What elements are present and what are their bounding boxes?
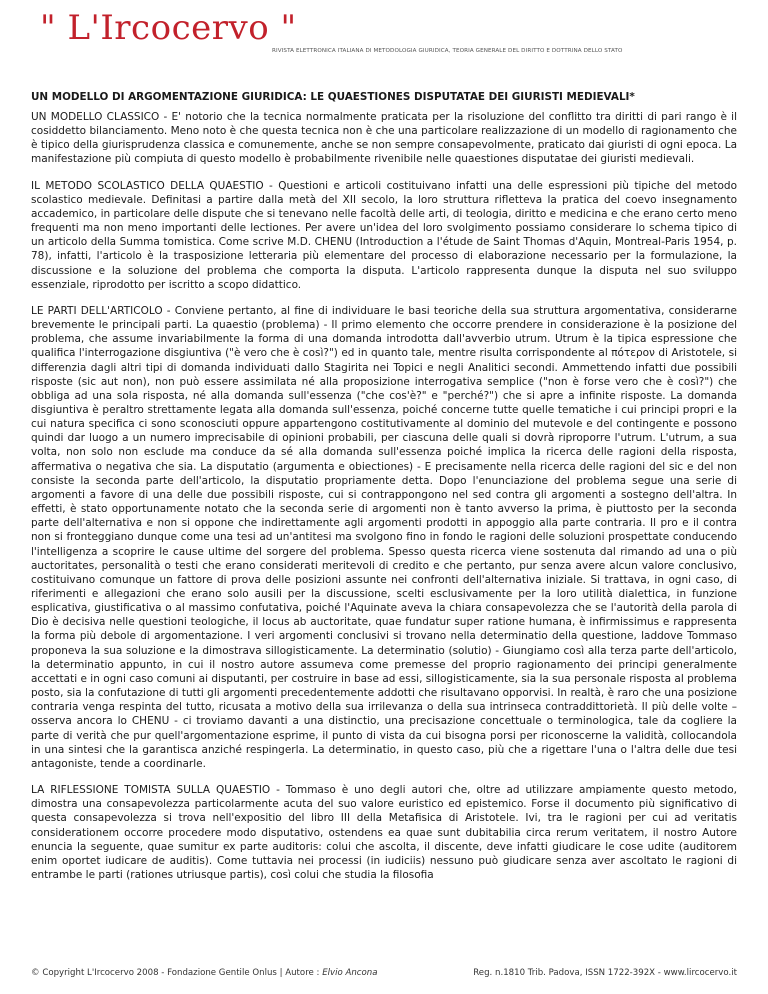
paragraph-metodo-scolastico: IL METODO SCOLASTICO DELLA QUAESTIO - Questioni e articoli costituivano infatti una delle espressioni più tipiche del metodo scolastico medievale. Definitasi a partire dalla metà del XII secolo, la loro struttura rifletteva la pratica del coevo insegnamento accademico, in particolare delle dispute che si tenevano nelle facoltà delle arti, di teologia, diritto e medicina e che erano certo meno frequenti ma non meno importanti delle lectiones. Per avere un'idea del loro svolgimento possiamo considerare lo schema tipico di un articolo della Summa tomistica. Come scrive M.D. CHENU (Introduction a l'étude de Saint Thomas d'Aquin, Montreal-Paris 1954, p. 78), infatti, l'articolo è la trasposizione letteraria più elementare del processo di elaborazione necessario per la formulazione, la discussione e la soluzione del problema che comporta la disputa. L'articolo rappresenta dunque la disputa nel suo sviluppo essenziale, riprodotto per iscritto a scopo didattico.: [31, 179, 737, 291]
copyright-text: © Copyright L'Ircocervo 2008 - Fondazione Gentile Onlus | Autore :: [31, 968, 323, 978]
paragraph-riflessione-tomista: LA RIFLESSIONE TOMISTA SULLA QUAESTIO - Tommaso è uno degli autori che, oltre ad utilizzare ampiamente questo metodo, dimostra una consapevolezza particolarmente acuta del suo valore euristico ed epistemico. Forse il documento più significativo di questa consapevolezza si trova nell'expositio del libro III della Metafisica di Aristotele. Ivi, tra le ragioni per cui ad veritatis considerationem occorre procedere modo disputativo, ostendens ea quae sunt dubitabilia circa rerum veritatem, il nostro Autore enuncia la seguente, quae sumitur ex parte auditoris: colui che ascolta, il discente, deve infatti giudicare le cose udite (auditorem enim oportet iudicare de auditis). Come tuttavia nei processi (in iudiciis) nessuno può giudicare senza aver ascoltato le ragioni di entrambe le parti (rationes utriusque partis), così colui che studia la filosofia: [31, 784, 737, 881]
paragraph-modello-classico: UN MODELLO CLASSICO - E' notorio che la tecnica normalmente praticata per la risoluzione del conflitto tra diritti di pari rango è il cosiddetto bilanciamento. Meno noto è che questa tecnica non è che una particolare realizzazione di un modello di ragionamento che è tipico della giurisprudenza classica e comunemente, anche se non sempre consapevolmente, praticato dai giuristi di ogni epoca. La manifestazione più compiuta di questo modello è probabilmente rivenibile nelle quaestiones disputatae dei giuristi medievali.: [31, 111, 737, 166]
footer-copyright: [31, 968, 378, 978]
journal-header: [0, 0, 768, 64]
paragraph-parti-articolo: LE PARTI DELL'ARTICOLO - Conviene pertanto, al fine di individuare le basi teoriche della sua struttura argomentativa, considerarne brevemente le principali parti. La quaestio (problema) - Il primo elemento che occorre prendere in considerazione è la posizione del problema, che assume invariabilmente la forma di una domanda introdotta dall'avverbio utrum. Utrum è la tipica espressione che qualifica l'interrogazione disgiuntiva ("è vero che è così?") ed in quanto tale, mentre risulta corrispondente al πότερον di Aristotele, si differenzia dagli altri tipi di domanda individuati dallo Stagirita nei Topici e negli Analitici secondi. Ammettendo infatti due possibili risposte (sic aut non), non può essere assimilata né alla proposizione interrogativa semplice ("non è forse vero che è così?") che obbliga ad una sola risposta, né alla domanda sull'essenza ("che cos'è?" e "perché?") che si apre a infinite risposte. La domanda disgiuntiva è peraltro strettamente legata alla domanda sull'essenza, poiché concerne tutte quelle tematiche i cui principi propri e la cui natura specifica ci sono sconosciuti oppure appartengono costitutivamente al dominio del mutevole e del contingente e possono quindi dar luogo a un numero imprecisabile di opinioni probabili, per ciascuna delle quali si dovrà riproporre l'utrum. L'utrum, a sua volta, non solo non esclude ma conduce da sé alla domanda sull'essenza poiché implica la ricerca delle ragioni della risposta, affermativa o negativa che sia. La disputatio (argumenta e obiectiones) - E precisamente nella ricerca delle ragioni del sic e del non consiste la seconda parte dell'articolo, la disputatio propriamente detta. Dopo l'enunciazione del problema segue una serie di argomenti a favore di una delle due possibili risposte, cui si contrappongono nel sed contra gli argomenti a sostegno dell'altra. In effetti, è stato opportunamente notato che la seconda serie di argomenti non è tanto avverso la prima, è piuttosto per la seconda parte dell'alternativa e non si oppone che indirettamente agli argomenti prodotti in appoggio alla parte contraria. Il pro e il contra non si fronteggiano dunque come una tesi ad un'antitesi ma svolgono fino in fondo le ragioni delle soluzioni prospettate conducendo l'intelligenza a scoprire le cause ultime del sorgere del problema. Spesso questa ricerca viene sostenuta dal rimando ad una o più auctoritates, personalità o testi che erano considerati meritevoli di credito e che pertanto, pur senza avere alcun valore conclusivo, costituivano comunque un fattore di prova delle posizioni assunte nei confronti dell'alternativa iniziale. Si trattava, in ogni caso, di riferimenti e allegazioni che erano solo ausili per la discussione, scelti esclusivamente per la loro utilità dialettica, in funzione esplicativa, giustificativa o al massimo confutativa, poiché l'Aquinate aveva la chiara consapevolezza che se l'autorità della parola di Dio è decisiva nelle questioni teologiche, il locus ab auctoritate, quae fundatur super ratione humana, è infirmissimus e rappresenta la forma più debole di argomentazione. I veri argomenti conclusivi si trovano nella determinatio della questione, laddove Tommaso proponeva la sua soluzione e la dimostrava sillogisticamente. La determinatio (solutio) - Giungiamo così alla terza parte dell'articolo, la determinatio appunto, in cui il nostro autore assumeva come premesse del proprio ragionamento dei principi generalmente accettati e in ogni caso comuni ai disputanti, per costruire in base ad essi, sillogisticamente, sia la sua personale risposta al problema posto, sia la confutazione di tutti gli argomenti precedentemente addotti che risultavano opporvisi. In realtà, è raro che una posizione contraria venga respinta del tutto, ricusata a motivo della sua irrilevanza o della sua intrinseca contraddittorietà. Il più delle volte – osserva ancora lo CHENU - ci troviamo davanti a una distinctio, una precisazione concettuale o terminologica, tale da cogliere la parte di verità che pur quell'argomentazione esprime, il punto di vista da cui bisogna porsi per riconoscerne la validità, collocandola in una sintesi che la garantisca anziché respingerla. La determinatio, in questo caso, più che a rigettare l'una o l'altra delle due tesi antagoniste, tende a coordinarle.: [31, 304, 737, 770]
author-name: Elvio Ancona: [322, 968, 378, 978]
article-title: UN MODELLO DI ARGOMENTAZIONE GIURIDICA: LE QUAESTIONES DISPUTATAE DEI GIURISTI MEDIEVALI*: [31, 91, 635, 103]
journal-subtitle: RIVISTA ELETTRONICA ITALIANA DI METODOLOGIA GIURIDICA, TEORIA GENERALE DEL DIRITTO E DOTTRINA DELLO STATO: [272, 48, 623, 54]
footer-registration: Reg. n.1810 Trib. Padova, ISSN 1722-392X - www.lircocervo.it: [473, 968, 737, 978]
journal-logo: " L'Ircocervo ": [40, 8, 297, 48]
article-body: [31, 90, 737, 894]
